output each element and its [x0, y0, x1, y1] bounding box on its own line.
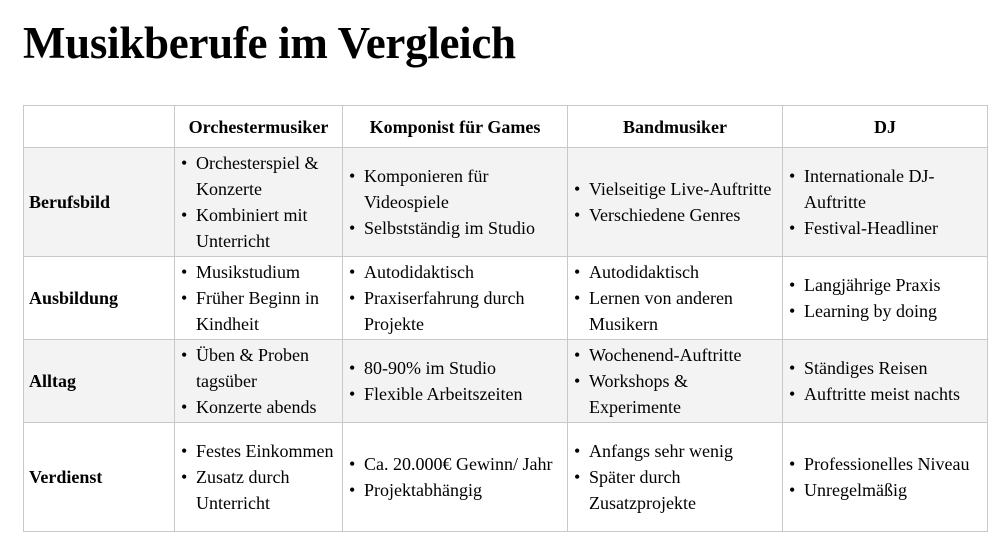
- corner-cell: [24, 106, 175, 148]
- table-cell: [175, 423, 343, 532]
- list-item: • Flexible Arbeitszeiten: [348, 381, 562, 407]
- table-cell: [568, 148, 783, 257]
- table-row-ausbildung: [24, 257, 988, 340]
- list-item: • Internationale DJ-Auftritte: [788, 163, 982, 215]
- list-item: • 80-90% im Studio: [348, 355, 562, 381]
- list-item: • Selbstständig im Studio: [348, 215, 562, 241]
- table-row-verdienst: [24, 423, 988, 532]
- table-cell: [343, 257, 568, 340]
- list-item: • Auftritte meist nachts: [788, 381, 982, 407]
- list-item: • Professionelles Niveau: [788, 451, 982, 477]
- list-item: • Anfangs sehr wenig: [573, 438, 777, 464]
- table-cell: [343, 423, 568, 532]
- table-cell: [568, 423, 783, 532]
- column-header-dj: DJ: [783, 106, 988, 148]
- list-item: • Musikstudium: [180, 259, 337, 285]
- list-item: • Zusatz durch Unterricht: [180, 464, 337, 516]
- list-item: • Später durch Zusatzprojekte: [573, 464, 777, 516]
- comparison-table: [23, 105, 988, 532]
- table-row-alltag: [24, 340, 988, 423]
- row-header: Verdienst: [24, 423, 175, 532]
- row-header: Berufsbild: [24, 148, 175, 257]
- table-cell: [175, 148, 343, 257]
- table-cell: [783, 340, 988, 423]
- table-cell: [568, 257, 783, 340]
- list-item: • Vielseitige Live-Auftritte: [573, 176, 777, 202]
- row-header: Alltag: [24, 340, 175, 423]
- table-cell: [783, 148, 988, 257]
- list-item: • Projektabhängig: [348, 477, 562, 503]
- header-row: [24, 106, 988, 148]
- list-item: • Praxiserfahrung durch Projekte: [348, 285, 562, 337]
- list-item: • Autodidaktisch: [348, 259, 562, 285]
- table-cell: [783, 423, 988, 532]
- row-header: Ausbildung: [24, 257, 175, 340]
- table-cell: [343, 148, 568, 257]
- column-header-orchestermusiker: Orchestermusiker: [175, 106, 343, 148]
- list-item: • Learning by doing: [788, 298, 982, 324]
- list-item: • Wochenend-Auftritte: [573, 342, 777, 368]
- list-item: • Ständiges Reisen: [788, 355, 982, 381]
- list-item: • Unregelmäßig: [788, 477, 982, 503]
- list-item: • Komponieren für Videospiele: [348, 163, 562, 215]
- table-cell: [175, 340, 343, 423]
- list-item: • Festival-Headliner: [788, 215, 982, 241]
- list-item: • Verschiedene Genres: [573, 202, 777, 228]
- list-item: • Üben & Proben tagsüber: [180, 342, 337, 394]
- table-cell: [343, 340, 568, 423]
- table-cell: [175, 257, 343, 340]
- list-item: • Lernen von anderen Musikern: [573, 285, 777, 337]
- page-title: Musikberufe im Vergleich: [23, 18, 516, 68]
- list-item: • Langjährige Praxis: [788, 272, 982, 298]
- list-item: • Workshops & Experimente: [573, 368, 777, 420]
- list-item: • Konzerte abends: [180, 394, 337, 420]
- list-item: • Festes Einkommen: [180, 438, 337, 464]
- table-row-berufsbild: [24, 148, 988, 257]
- table-cell: [568, 340, 783, 423]
- column-header-bandmusiker: Bandmusiker: [568, 106, 783, 148]
- list-item: • Kombiniert mit Unterricht: [180, 202, 337, 254]
- column-header-komponist-fuer-games: Komponist für Games: [343, 106, 568, 148]
- list-item: • Autodidaktisch: [573, 259, 777, 285]
- list-item: • Früher Beginn in Kindheit: [180, 285, 337, 337]
- list-item: • Ca. 20.000€ Gewinn/ Jahr: [348, 451, 562, 477]
- table-cell: [783, 257, 988, 340]
- list-item: • Orchesterspiel & Konzerte: [180, 150, 337, 202]
